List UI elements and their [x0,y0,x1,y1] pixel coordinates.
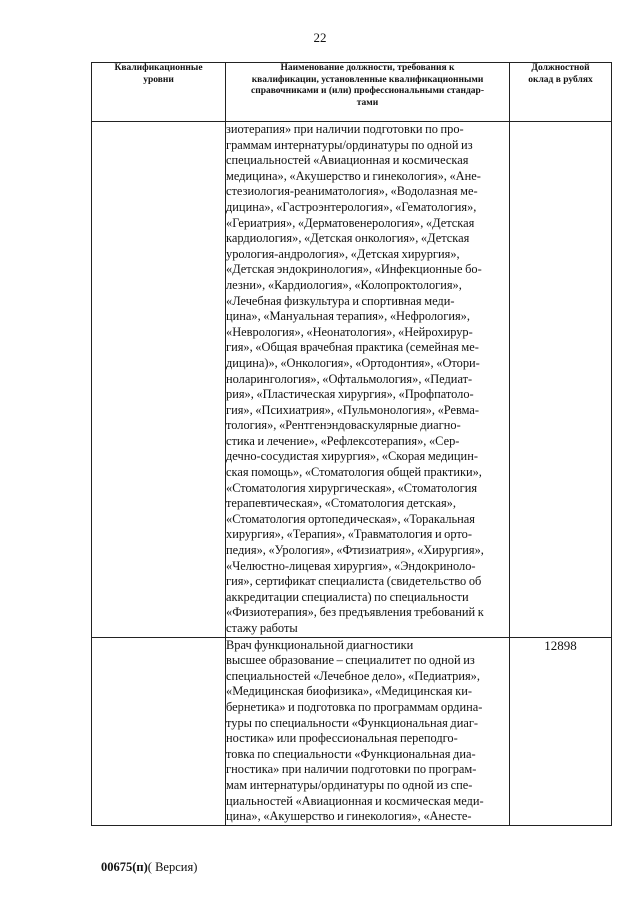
requirement-text-line: бернетика» и подготовка по программам ордина- [226,699,483,714]
requirement-text-line: Врач функциональной диагностики [226,637,414,652]
salary-cell [510,122,612,638]
qualification-table [91,62,612,826]
page-number: 22 [313,30,327,45]
requirement-text-line: медицина», «Акушерство и гинекология», «Ане- [226,168,481,183]
requirement-text-line: «Медицинская биофизика», «Медицинская ки- [226,684,472,699]
header-line: уровни [143,74,174,85]
qualification-level-cell [92,122,226,638]
requirement-text-line: педия», «Урология», «Фтизиатрия», «Хирургия», [226,543,484,558]
requirement-text-line: циальностей «Авиационная и космическая меди- [226,793,484,808]
header-salary [510,63,612,122]
requirement-text-line: «Неврология», «Неонатология», «Нейрохирур- [226,324,473,339]
requirement-text-line: стика и лечение», «Рефлексотерапия», «Сер- [226,433,460,448]
requirement-text-line: терапевтическая», «Стоматология детская», [226,496,456,511]
requirement-text-line: дицина», «Гастроэнтерология», «Гематология», [226,199,477,214]
header-qualification-levels [92,63,226,122]
requirement-text-line: «Челюстно-лицевая хирургия», «Эндокриноло- [226,558,476,573]
requirement-text-line: гия», «Психиатрия», «Пульмонология», «Ревма- [226,402,480,417]
requirement-text-line: специальностей «Лечебное дело», «Педиатрия», [226,668,480,683]
requirement-text-line: «Лечебная физкультура и спортивная меди- [226,293,455,308]
header-line: Должностной [531,63,590,73]
document-version: ( Версия) [147,860,198,874]
requirement-text-line: гия», «Общая врачебная практика (семейная ме- [226,340,479,355]
requirement-text-line: ностика» или профессиональная переподго- [226,731,458,746]
header-line: Квалификационные [114,63,203,73]
requirement-text-line: мам интернатуры/ординатуры по одной из спе- [226,777,473,792]
requirement-text-line: кардиология», «Детская онкология», «Детская [226,231,470,246]
requirement-text-line: гностика» при наличии подготовки по програм- [226,762,477,777]
position-requirements-cell [226,122,510,638]
requirement-text-line: зиотерапия» при наличии подготовки по про- [226,122,464,136]
document-footer [101,860,197,875]
requirement-text-line: стезиология-реаниматология», «Водолазная ме- [226,184,478,199]
requirement-text-line: тология», «Рентгенэндоваскулярные диагно- [226,418,461,433]
document-code: 00675(п) [101,860,148,874]
requirement-text-line: товка по специальности «Функциональная диа- [226,746,476,761]
requirement-text-line: лезни», «Кардиология», «Колопроктология», [226,277,462,292]
requirement-text-line: дицина)», «Онкология», «Ортодонтия», «Отори- [226,355,480,370]
requirement-text-line: рия», «Пластическая хирургия», «Профпатоло- [226,387,474,402]
requirement-text-line: граммам интернатуры/ординатуры по одной из [226,137,473,152]
header-line: квалификации, установленные квалификационными [251,74,484,85]
requirement-text-line: «Стоматология хирургическая», «Стоматология [226,480,478,495]
requirement-text-line: стажу работы [226,621,298,635]
requirement-text-line: урология-андрология», «Детская хирургия», [226,246,460,261]
header-line: тами [356,97,379,108]
table-row [92,122,612,638]
requirement-text-line: «Детская эндокринология», «Инфекционные бо- [226,262,482,277]
requirement-text-line: «Стоматология ортопедическая», «Торакальная [226,511,475,526]
header-position-requirements [226,63,510,122]
table-header-row [92,63,612,122]
requirement-text-line: «Гериатрия», «Дерматовенерология», «Детская [226,215,475,230]
requirement-text-line: цина», «Акушерство и гинекология», «Анесте- [226,809,472,824]
requirement-text-line: гия», сертификат специалиста (свидетельство об [226,574,482,589]
requirement-text-line: хирургия», «Терапия», «Травматология и орто- [226,527,472,542]
requirement-text-line: высшее образование – специалитет по одной из [226,653,475,668]
salary-cell: 12898 [510,637,612,825]
qualification-level-cell [92,637,226,825]
requirement-text-line: ская помощь», «Стоматология общей практики», [226,465,482,480]
requirement-text-line: дечно-сосудистая хирургия», «Скорая медицин- [226,449,478,464]
requirement-text-line: цина», «Мануальная терапия», «Нефрология», [226,309,470,324]
header-line: справочниками и (или) профессиональными стандар- [251,86,484,96]
header-line: оклад в рублях [528,74,593,85]
requirement-text-line: специальностей «Авиационная и космическая [226,153,469,168]
position-requirements-cell [226,637,510,825]
requirement-text-line: ноларингология», «Офтальмология», «Педиат- [226,371,473,386]
table-row [92,637,612,825]
requirement-text-line: аккредитации специалиста) по специальности [226,589,469,604]
header-line: Наименование должности, требования к [280,63,455,73]
requirement-text-line: туры по специальности «Функциональная диаг- [226,715,479,730]
requirement-text-line: «Физиотерапия», без предъявления требований к [226,605,484,620]
